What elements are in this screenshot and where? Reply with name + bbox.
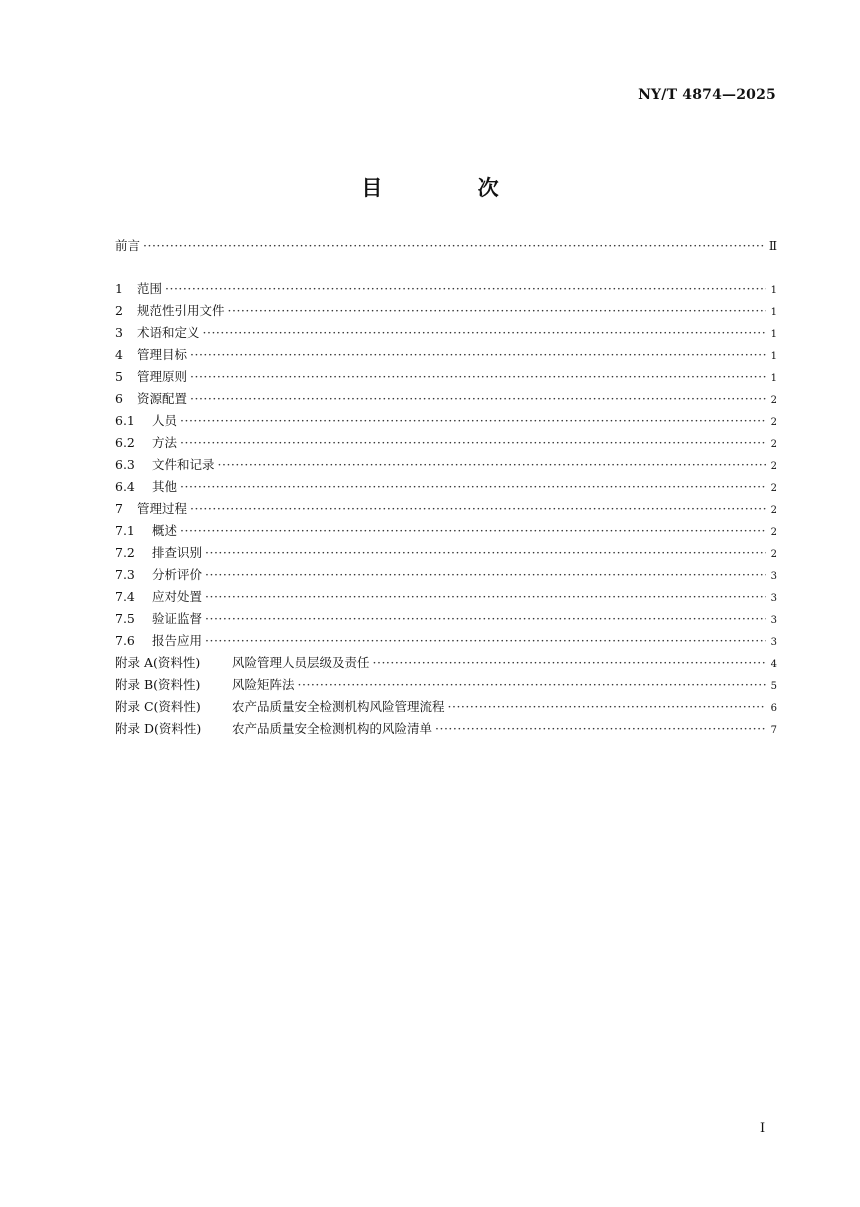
toc-leader-dots <box>205 564 766 586</box>
toc-entry-label: 其他 <box>152 479 178 494</box>
toc-entry-label: 管理原则 <box>137 369 188 384</box>
toc-entry-page: 2 <box>770 417 777 428</box>
toc-entry[interactable] <box>115 630 777 652</box>
toc-entry[interactable] <box>115 344 777 366</box>
toc-entry-label: 管理过程 <box>137 501 188 516</box>
toc-entry-number: 6.1 <box>115 413 135 428</box>
toc-entry-label: 分析评价 <box>152 567 203 582</box>
toc-entry-label: 前言 <box>115 238 141 253</box>
toc-entry-label: 验证监督 <box>152 611 203 626</box>
toc-leader-dots <box>205 608 766 630</box>
toc-leader-dots <box>180 410 766 432</box>
toc-entry-number: 7.1 <box>115 523 135 538</box>
toc-entry-page: 4 <box>770 659 777 670</box>
toc-leader-dots <box>218 454 766 476</box>
toc-entry-number: 6.3 <box>115 457 135 472</box>
toc-leader-dots <box>180 520 766 542</box>
toc-entry-number: 附录 A(资料性) <box>115 655 201 670</box>
toc-entry-label: 农产品质量安全检测机构风险管理流程 <box>232 699 445 714</box>
toc-leader-dots <box>180 432 766 454</box>
toc-entry-page: 1 <box>770 307 777 318</box>
toc-entry-page: 3 <box>770 593 777 604</box>
toc-entry[interactable] <box>115 432 777 454</box>
toc-leader-dots <box>180 476 766 498</box>
toc-entry-label: 应对处置 <box>152 589 203 604</box>
toc-leader-dots <box>203 322 766 344</box>
toc-entry-page: 2 <box>770 395 777 406</box>
toc-entry-page: 3 <box>770 615 777 626</box>
toc-entry[interactable] <box>115 454 777 476</box>
toc-entry-appendix-a[interactable] <box>115 652 777 674</box>
toc-entry-page: 7 <box>770 725 777 736</box>
toc-entry[interactable] <box>115 388 777 410</box>
toc-entry-page: 1 <box>770 329 777 340</box>
toc-leader-dots <box>190 344 766 366</box>
toc-entry[interactable] <box>115 564 777 586</box>
toc-leader-dots <box>205 586 766 608</box>
toc-entry-number: 附录 C(资料性) <box>115 699 201 714</box>
page-number: I <box>760 1121 766 1136</box>
toc-entry[interactable] <box>115 300 777 322</box>
toc-entry[interactable] <box>115 586 777 608</box>
toc-entry-appendix-c[interactable] <box>115 696 777 718</box>
toc-entry-page: 2 <box>770 505 777 516</box>
toc-leader-dots <box>205 542 766 564</box>
toc-entry-page: 2 <box>770 527 777 538</box>
toc-entry-number: 7.5 <box>115 611 135 626</box>
toc-entry-number: 附录 D(资料性) <box>115 721 202 736</box>
toc-entry[interactable] <box>115 542 777 564</box>
toc-entry[interactable] <box>115 410 777 432</box>
toc-entry-label: 规范性引用文件 <box>137 303 225 318</box>
toc-entry[interactable] <box>115 608 777 630</box>
toc-leader-dots <box>190 366 766 388</box>
toc-entry[interactable] <box>115 278 777 300</box>
toc-leader-dots <box>205 630 766 652</box>
toc-entry-page: 2 <box>770 549 777 560</box>
toc-entry-number: 6.2 <box>115 435 135 450</box>
toc-entry-number: 7.2 <box>115 545 135 560</box>
toc-entry-number: 1 <box>115 281 123 296</box>
toc-entry-page: 2 <box>770 439 777 450</box>
toc-entry[interactable] <box>115 322 777 344</box>
toc-entry-label: 排查识别 <box>152 545 203 560</box>
toc-entry-label: 概述 <box>152 523 178 538</box>
toc-entry-number: 6 <box>115 391 123 406</box>
toc-entry-number: 2 <box>115 303 123 318</box>
toc-entry-label: 报告应用 <box>152 633 203 648</box>
toc-entry-page: 3 <box>770 637 777 648</box>
toc-entry-preface[interactable] <box>115 235 777 257</box>
toc-entry-label: 农产品质量安全检测机构的风险清单 <box>232 721 433 736</box>
toc-entry-page: 1 <box>770 373 777 384</box>
toc-entry-appendix-b[interactable] <box>115 674 777 696</box>
toc-leader-dots <box>298 674 766 696</box>
toc-entry-page: 1 <box>770 351 777 362</box>
toc-entry-label: 管理目标 <box>137 347 188 362</box>
toc-entry-number: 7.6 <box>115 633 135 648</box>
toc-entry-label: 术语和定义 <box>137 325 200 340</box>
toc-entry-number: 5 <box>115 369 123 384</box>
toc-leader-dots <box>190 498 766 520</box>
toc-leader-dots <box>143 235 766 257</box>
toc-leader-dots <box>448 696 766 718</box>
toc-leader-dots <box>190 388 766 410</box>
toc-leader-dots <box>435 718 766 740</box>
toc-entry-page: Ⅱ <box>768 239 777 253</box>
standard-code: NY/T 4874—2025 <box>638 87 776 103</box>
toc-entry-number: 4 <box>115 347 123 362</box>
toc-entry-label: 范围 <box>137 281 163 296</box>
toc-entry-label: 资源配置 <box>137 391 188 406</box>
toc-entry-page: 2 <box>770 483 777 494</box>
toc-entry-label: 风险矩阵法 <box>232 677 295 692</box>
toc-entry-label: 人员 <box>152 413 178 428</box>
toc-leader-dots <box>165 278 766 300</box>
toc-entry-number: 3 <box>115 325 123 340</box>
toc-entry-label: 方法 <box>152 435 178 450</box>
toc-leader-dots <box>373 652 766 674</box>
toc-entry-page: 6 <box>770 703 777 714</box>
toc-entry[interactable] <box>115 476 777 498</box>
toc-entry-appendix-d[interactable] <box>115 718 777 740</box>
toc-entry-label: 文件和记录 <box>152 457 215 472</box>
toc-title: 目 次 <box>361 176 543 200</box>
toc-entry-page: 2 <box>770 461 777 472</box>
toc-entry-number: 7.4 <box>115 589 135 604</box>
toc-entry-number: 附录 B(资料性) <box>115 677 201 692</box>
toc-entry-number: 6.4 <box>115 479 135 494</box>
toc-entry[interactable] <box>115 520 777 542</box>
toc-entry-number: 7 <box>115 501 123 516</box>
toc-entry-page: 3 <box>770 571 777 582</box>
toc-entry-page: 5 <box>770 681 777 692</box>
toc-leader-dots <box>228 300 766 322</box>
toc-entry-number: 7.3 <box>115 567 135 582</box>
toc-entry[interactable] <box>115 366 777 388</box>
toc-entry-page: 1 <box>770 285 777 296</box>
toc-entry[interactable] <box>115 498 777 520</box>
toc-entry-label: 风险管理人员层级及责任 <box>232 655 370 670</box>
